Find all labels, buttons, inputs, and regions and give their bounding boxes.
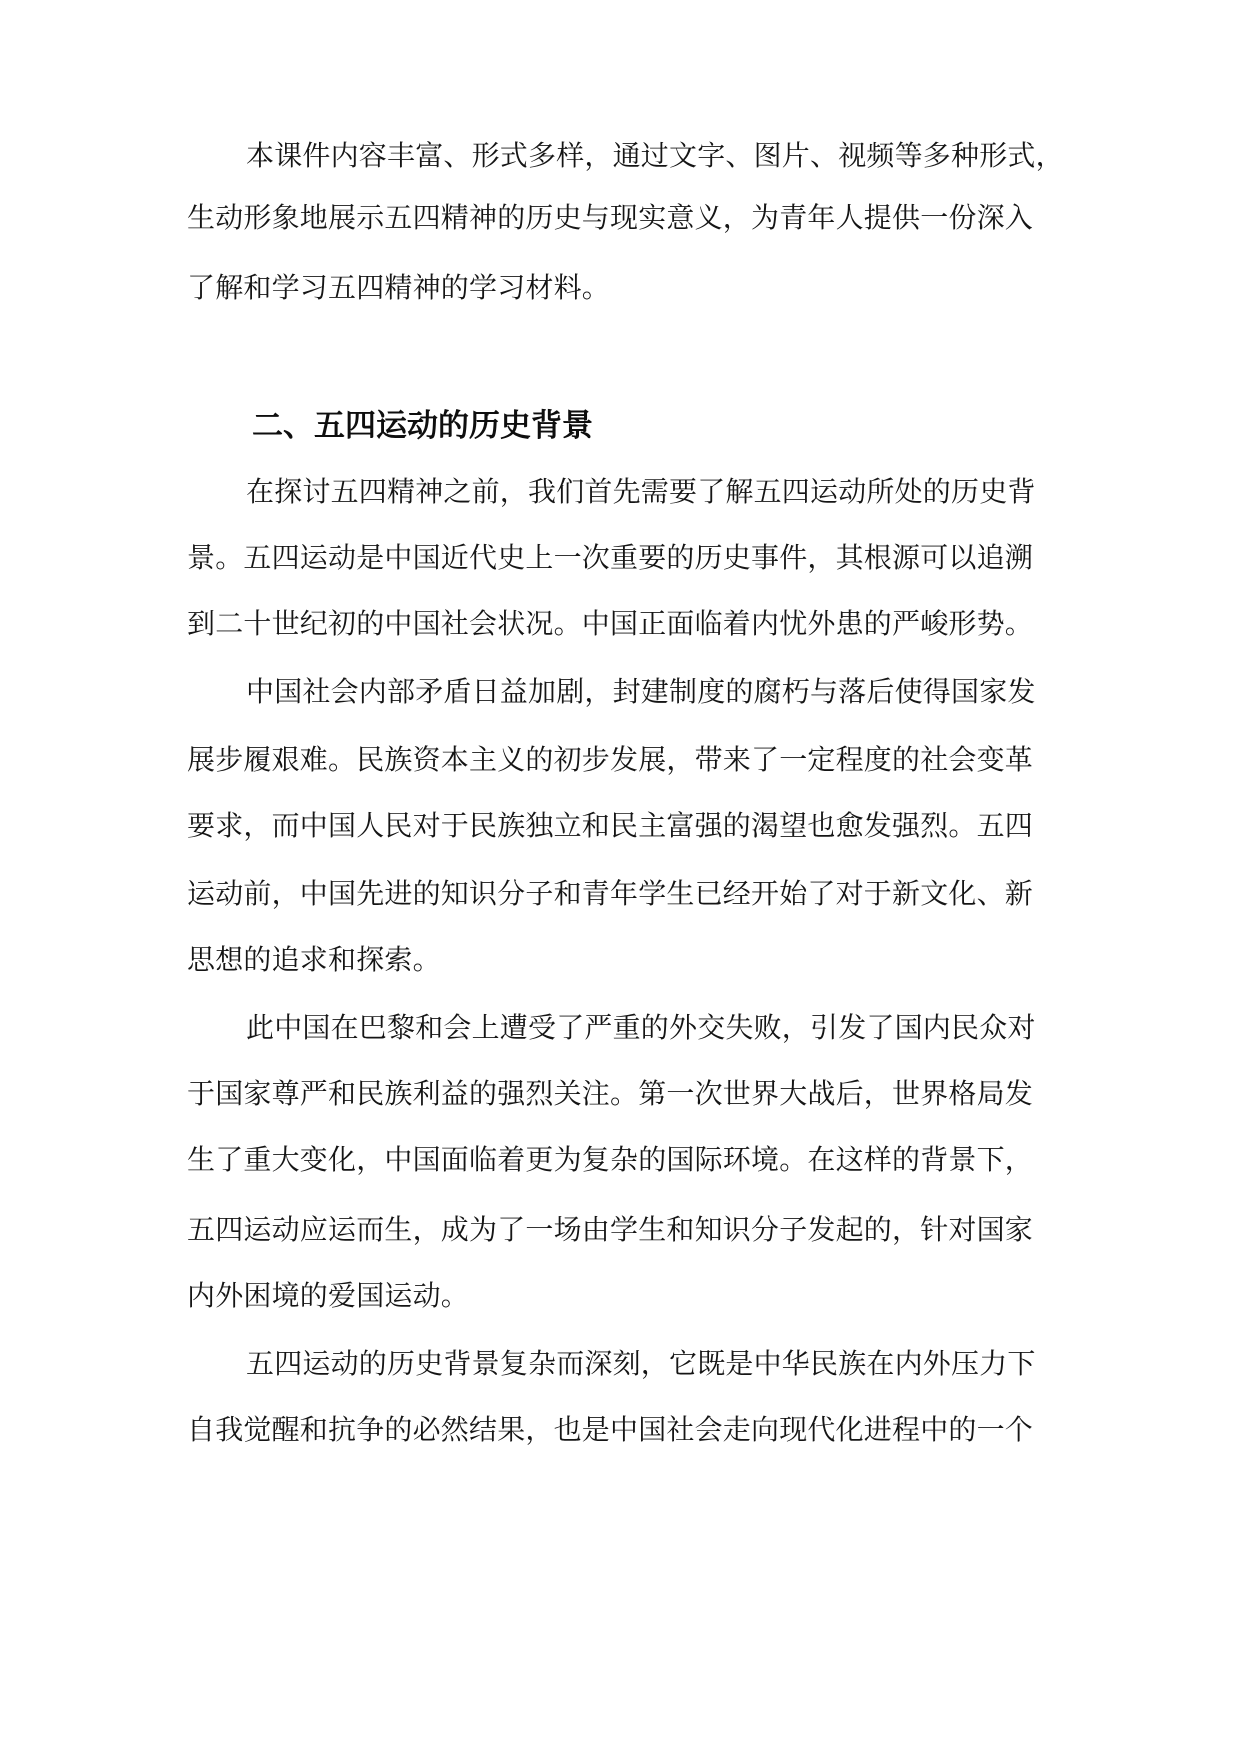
intro-line-1: 本课件内容丰富、形式多样，通过文字、图片、视频等多种形式， — [246, 139, 1064, 172]
paragraph-2-line-5: 思想的追求和探索。 — [187, 943, 441, 976]
paragraph-3-line-1: 此中国在巴黎和会上遭受了严重的外交失败，引发了国内民众对 — [246, 1011, 1036, 1044]
paragraph-3-line-5: 内外困境的爱国运动。 — [187, 1279, 470, 1312]
paragraph-2-line-2: 展步履艰难。民族资本主义的初步发展，带来了一定程度的社会变革 — [187, 743, 1034, 776]
paragraph-1-line-1: 在探讨五四精神之前，我们首先需要了解五四运动所处的历史背 — [246, 475, 1036, 508]
intro-line-3: 了解和学习五四精神的学习材料。 — [187, 271, 611, 304]
paragraph-2-line-3: 要求，而中国人民对于民族独立和民主富强的渴望也愈发强烈。五四 — [187, 809, 1034, 842]
intro-line-2: 生动形象地展示五四精神的历史与现实意义，为青年人提供一份深入 — [187, 201, 1034, 234]
paragraph-3-line-2: 于国家尊严和民族利益的强烈关注。第一次世界大战后，世界格局发 — [187, 1077, 1034, 1110]
section-heading: 二、五四运动的历史背景 — [252, 408, 593, 444]
paragraph-4-line-2: 自我觉醒和抗争的必然结果，也是中国社会走向现代化进程中的一个 — [187, 1413, 1034, 1446]
paragraph-3-line-3: 生了重大变化，中国面临着更为复杂的国际环境。在这样的背景下， — [187, 1143, 1034, 1176]
paragraph-1-line-2: 景。五四运动是中国近代史上一次重要的历史事件，其根源可以追溯 — [187, 541, 1034, 574]
paragraph-4-line-1: 五四运动的历史背景复杂而深刻，它既是中华民族在内外压力下 — [246, 1347, 1036, 1380]
paragraph-2-line-1: 中国社会内部矛盾日益加剧，封建制度的腐朽与落后使得国家发 — [246, 675, 1036, 708]
paragraph-1-line-3: 到二十世纪初的中国社会状况。中国正面临着内忧外患的严峻形势。 — [187, 607, 1034, 640]
paragraph-3-line-4: 五四运动应运而生，成为了一场由学生和知识分子发起的，针对国家 — [187, 1213, 1034, 1246]
paragraph-2-line-4: 运动前，中国先进的知识分子和青年学生已经开始了对于新文化、新 — [187, 877, 1034, 910]
